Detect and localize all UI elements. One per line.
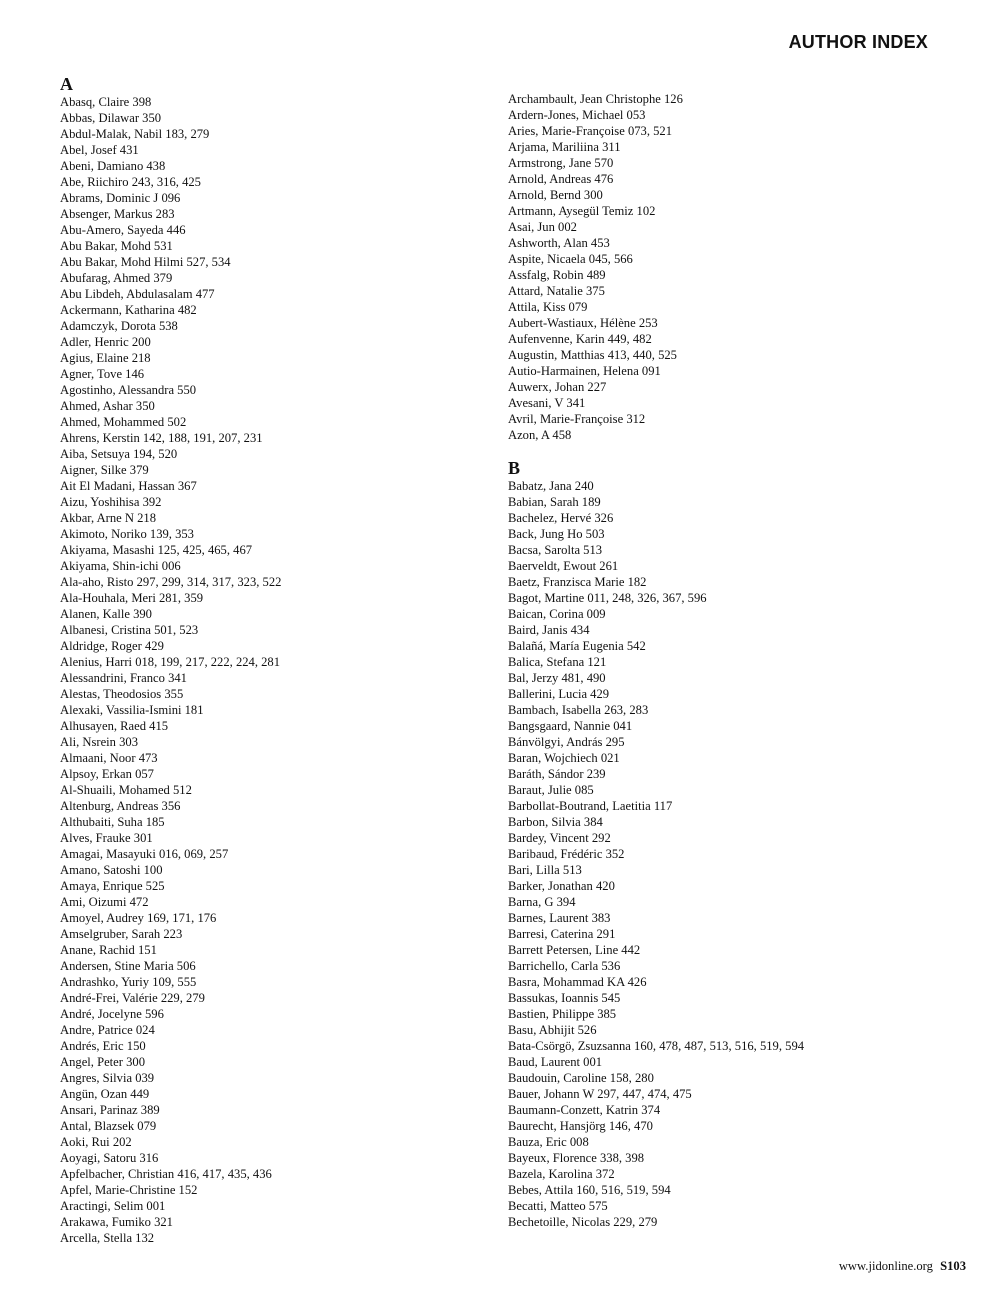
index-entry: Baribaud, Frédéric 352	[508, 847, 625, 861]
index-entry: Ala-aho, Risto 297, 299, 314, 317, 323, 522	[60, 575, 282, 589]
index-entry: Aiba, Setsuya 194, 520	[60, 447, 178, 461]
index-entry: Akbar, Arne N 218	[60, 511, 157, 525]
index-entry: Aries, Marie-Françoise 073, 521	[508, 124, 673, 138]
index-entry: Alessandrini, Franco 341	[60, 671, 187, 685]
index-entry: Barker, Jonathan 420	[508, 879, 615, 893]
index-entry: Ahmed, Ashar 350	[60, 399, 155, 413]
index-entry: Andrashko, Yuriy 109, 555	[60, 975, 197, 989]
index-entry: Avril, Marie-Françoise 312	[508, 412, 646, 426]
index-entry: Apfel, Marie-Christine 152	[60, 1183, 198, 1197]
index-column-left	[60, 74, 480, 1246]
index-entry: Bangsgaard, Nannie 041	[508, 719, 633, 733]
index-entry: Angres, Silvia 039	[60, 1071, 155, 1085]
index-entry: Altenburg, Andreas 356	[60, 799, 181, 813]
index-entry: Andre, Patrice 024	[60, 1023, 155, 1037]
index-entry: Amoyel, Audrey 169, 171, 176	[60, 911, 217, 925]
index-entry: Agius, Elaine 218	[60, 351, 151, 365]
index-entry: Agostinho, Alessandra 550	[60, 383, 197, 397]
index-entry: Andrés, Eric 150	[60, 1039, 146, 1053]
index-entry: Back, Jung Ho 503	[508, 527, 605, 541]
index-entry: Aractingi, Selim 001	[60, 1199, 166, 1213]
index-entry: Ansari, Parinaz 389	[60, 1103, 160, 1117]
index-entry: Ali, Nsrein 303	[60, 735, 139, 749]
index-entry: Baudouin, Caroline 158, 280	[508, 1071, 654, 1085]
index-entry: Abdul-Malak, Nabil 183, 279	[60, 127, 210, 141]
index-entry: Auwerx, Johan 227	[508, 380, 607, 394]
index-entry: Bánvölgyi, András 295	[508, 735, 625, 749]
index-entry: Abe, Riichiro 243, 316, 425	[60, 175, 201, 189]
index-entry: Alexaki, Vassilia-Ismini 181	[60, 703, 204, 717]
index-entry: Aoyagi, Satoru 316	[60, 1151, 159, 1165]
footer-website: www.jidonline.org	[838, 1259, 933, 1273]
page-title: AUTHOR INDEX	[788, 32, 928, 52]
index-entry: Bebes, Attila 160, 516, 519, 594	[508, 1183, 671, 1197]
index-entry: Baetz, Franzisca Marie 182	[508, 575, 647, 589]
page-footer	[839, 1259, 966, 1274]
index-entry: Archambault, Jean Christophe 126	[508, 92, 683, 106]
index-entry: Bayeux, Florence 338, 398	[508, 1151, 645, 1165]
index-entry: Angel, Peter 300	[60, 1055, 145, 1069]
index-entry: Akimoto, Noriko 139, 353	[60, 527, 194, 541]
index-entry: Akiyama, Shin-ichi 006	[60, 559, 181, 573]
index-entry: Bagot, Martine 011, 248, 326, 367, 596	[508, 591, 707, 605]
index-entry: Akiyama, Masashi 125, 425, 465, 467	[60, 543, 253, 557]
index-entry: Baican, Corina 009	[508, 607, 606, 621]
index-entry: Bachelez, Hervé 326	[508, 511, 614, 525]
index-entry: Abu Bakar, Mohd Hilmi 527, 534	[60, 255, 231, 269]
index-entry: Aldridge, Roger 429	[60, 639, 164, 653]
index-entry: Bazela, Karolina 372	[508, 1167, 615, 1181]
index-entry: Abel, Josef 431	[60, 143, 139, 157]
index-entry: Barrichello, Carla 536	[508, 959, 621, 973]
index-entry: Abu Libdeh, Abdulasalam 477	[60, 287, 215, 301]
index-entry: Assfalg, Robin 489	[508, 268, 606, 282]
index-entry: Baraut, Julie 085	[508, 783, 594, 797]
index-entry: Alanen, Kalle 390	[60, 607, 152, 621]
index-entry: Barbon, Silvia 384	[508, 815, 603, 829]
index-entry: Balañá, María Eugenia 542	[508, 639, 646, 653]
index-entry: Anane, Rachid 151	[60, 943, 157, 957]
index-entry: Barbollat-Boutrand, Laetitia 117	[508, 799, 673, 813]
index-entry: Attard, Natalie 375	[508, 284, 605, 298]
index-entry: Avesani, V 341	[508, 396, 586, 410]
index-entry: Arakawa, Fumiko 321	[60, 1215, 173, 1229]
index-entry: Abasq, Claire 398	[60, 95, 152, 109]
index-entry: Arcella, Stella 132	[60, 1231, 155, 1245]
index-entry: Alenius, Harri 018, 199, 217, 222, 224, 281	[60, 655, 281, 669]
index-entry: Armstrong, Jane 570	[508, 156, 614, 170]
index-letter-heading: B	[508, 458, 521, 478]
index-entry: Alves, Frauke 301	[60, 831, 153, 845]
index-entry: Bal, Jerzy 481, 490	[508, 671, 606, 685]
index-entry: Alestas, Theodosios 355	[60, 687, 184, 701]
index-entry: Aubert-Wastiaux, Hélène 253	[508, 316, 658, 330]
index-entry: Bata-Csörgö, Zsuzsanna 160, 478, 487, 513, 516, 519, 594	[508, 1039, 805, 1053]
index-entry: Amaya, Enrique 525	[60, 879, 165, 893]
index-entry: Aoki, Rui 202	[60, 1135, 132, 1149]
index-letter-heading: A	[60, 74, 73, 94]
index-entry: Bauza, Eric 008	[508, 1135, 589, 1149]
index-entry: André-Frei, Valérie 229, 279	[60, 991, 205, 1005]
index-entry: Adamczyk, Dorota 538	[60, 319, 178, 333]
index-entry: Bechetoille, Nicolas 229, 279	[508, 1215, 658, 1229]
index-entry: Alpsoy, Erkan 057	[60, 767, 154, 781]
index-entry: Abrams, Dominic J 096	[60, 191, 181, 205]
index-entry: Ackermann, Katharina 482	[60, 303, 197, 317]
index-entry: Arnold, Bernd 300	[508, 188, 603, 202]
index-entry: Amselgruber, Sarah 223	[60, 927, 183, 941]
index-entry: Babian, Sarah 189	[508, 495, 601, 509]
footer-page-number: S103	[940, 1259, 966, 1273]
index-entry: Becatti, Matteo 575	[508, 1199, 608, 1213]
index-entry: Attila, Kiss 079	[508, 300, 588, 314]
index-entry: Ami, Oizumi 472	[60, 895, 149, 909]
index-entry: Barresi, Caterina 291	[508, 927, 616, 941]
index-entry: Ala-Houhala, Meri 281, 359	[60, 591, 204, 605]
index-entry: Abbas, Dilawar 350	[60, 111, 162, 125]
index-entry: Augustin, Matthias 413, 440, 525	[508, 348, 677, 362]
index-entry: Bassukas, Ioannis 545	[508, 991, 621, 1005]
index-entry: Arjama, Mariliina 311	[508, 140, 621, 154]
index-entry: Barrett Petersen, Line 442	[508, 943, 641, 957]
index-entry: Bardey, Vincent 292	[508, 831, 611, 845]
index-entry: Bambach, Isabella 263, 283	[508, 703, 649, 717]
index-entry: Arnold, Andreas 476	[508, 172, 614, 186]
index-entry: Basra, Mohammad KA 426	[508, 975, 647, 989]
index-entry: Adler, Henric 200	[60, 335, 151, 349]
index-entry: Azon, A 458	[508, 428, 572, 442]
index-column-right	[508, 91, 948, 1230]
index-entry: Bari, Lilla 513	[508, 863, 582, 877]
index-entry: Abufarag, Ahmed 379	[60, 271, 173, 285]
index-entry: Barna, G 394	[508, 895, 576, 909]
index-entry: Bacsa, Sarolta 513	[508, 543, 603, 557]
index-entry: Almaani, Noor 473	[60, 751, 158, 765]
index-entry: Absenger, Markus 283	[60, 207, 175, 221]
index-entry: Artmann, Aysegül Temiz 102	[508, 204, 656, 218]
index-entry: Ballerini, Lucia 429	[508, 687, 610, 701]
index-entry: Baird, Janis 434	[508, 623, 590, 637]
index-entry: Al-Shuaili, Mohamed 512	[60, 783, 192, 797]
index-entry: Antal, Blazsek 079	[60, 1119, 157, 1133]
index-entry: Autio-Harmainen, Helena 091	[508, 364, 661, 378]
index-entry: Amano, Satoshi 100	[60, 863, 163, 877]
index-entry: Baud, Laurent 001	[508, 1055, 603, 1069]
index-entry: Baurecht, Hansjörg 146, 470	[508, 1119, 653, 1133]
index-entry: Ardern-Jones, Michael 053	[508, 108, 646, 122]
index-entry: Baumann-Conzett, Katrin 374	[508, 1103, 661, 1117]
index-entry: Albanesi, Cristina 501, 523	[60, 623, 199, 637]
index-entry: Agner, Tove 146	[60, 367, 145, 381]
index-entry: Balica, Stefana 121	[508, 655, 607, 669]
index-entry: Althubaiti, Suha 185	[60, 815, 165, 829]
index-entry: Amagai, Masayuki 016, 069, 257	[60, 847, 229, 861]
index-entry: Aizu, Yoshihisa 392	[60, 495, 162, 509]
index-entry: Baráth, Sándor 239	[508, 767, 606, 781]
index-entry: Apfelbacher, Christian 416, 417, 435, 436	[60, 1167, 272, 1181]
index-entry: Ait El Madani, Hassan 367	[60, 479, 197, 493]
index-entry: Baerveldt, Ewout 261	[508, 559, 619, 573]
index-entry: Babatz, Jana 240	[508, 479, 594, 493]
index-entry: André, Jocelyne 596	[60, 1007, 164, 1021]
index-entry: Abeni, Damiano 438	[60, 159, 166, 173]
index-entry: Ahmed, Mohammed 502	[60, 415, 187, 429]
index-entry: Bauer, Johann W 297, 447, 474, 475	[508, 1087, 692, 1101]
index-entry: Aufenvenne, Karin 449, 482	[508, 332, 652, 346]
index-entry: Andersen, Stine Maria 506	[60, 959, 196, 973]
index-entry: Angün, Ozan 449	[60, 1087, 150, 1101]
index-entry: Aigner, Silke 379	[60, 463, 149, 477]
index-entry: Alhusayen, Raed 415	[60, 719, 169, 733]
index-entry: Ashworth, Alan 453	[508, 236, 610, 250]
index-entry: Asai, Jun 002	[508, 220, 577, 234]
index-entry: Abu Bakar, Mohd 531	[60, 239, 173, 253]
index-entry: Basu, Abhijit 526	[508, 1023, 597, 1037]
index-entry: Barnes, Laurent 383	[508, 911, 611, 925]
index-entry: Ahrens, Kerstin 142, 188, 191, 207, 231	[60, 431, 263, 445]
index-entry: Aspite, Nicaela 045, 566	[508, 252, 633, 266]
index-entry: Bastien, Philippe 385	[508, 1007, 617, 1021]
index-entry: Abu-Amero, Sayeda 446	[60, 223, 186, 237]
index-entry: Baran, Wojchiech 021	[508, 751, 620, 765]
